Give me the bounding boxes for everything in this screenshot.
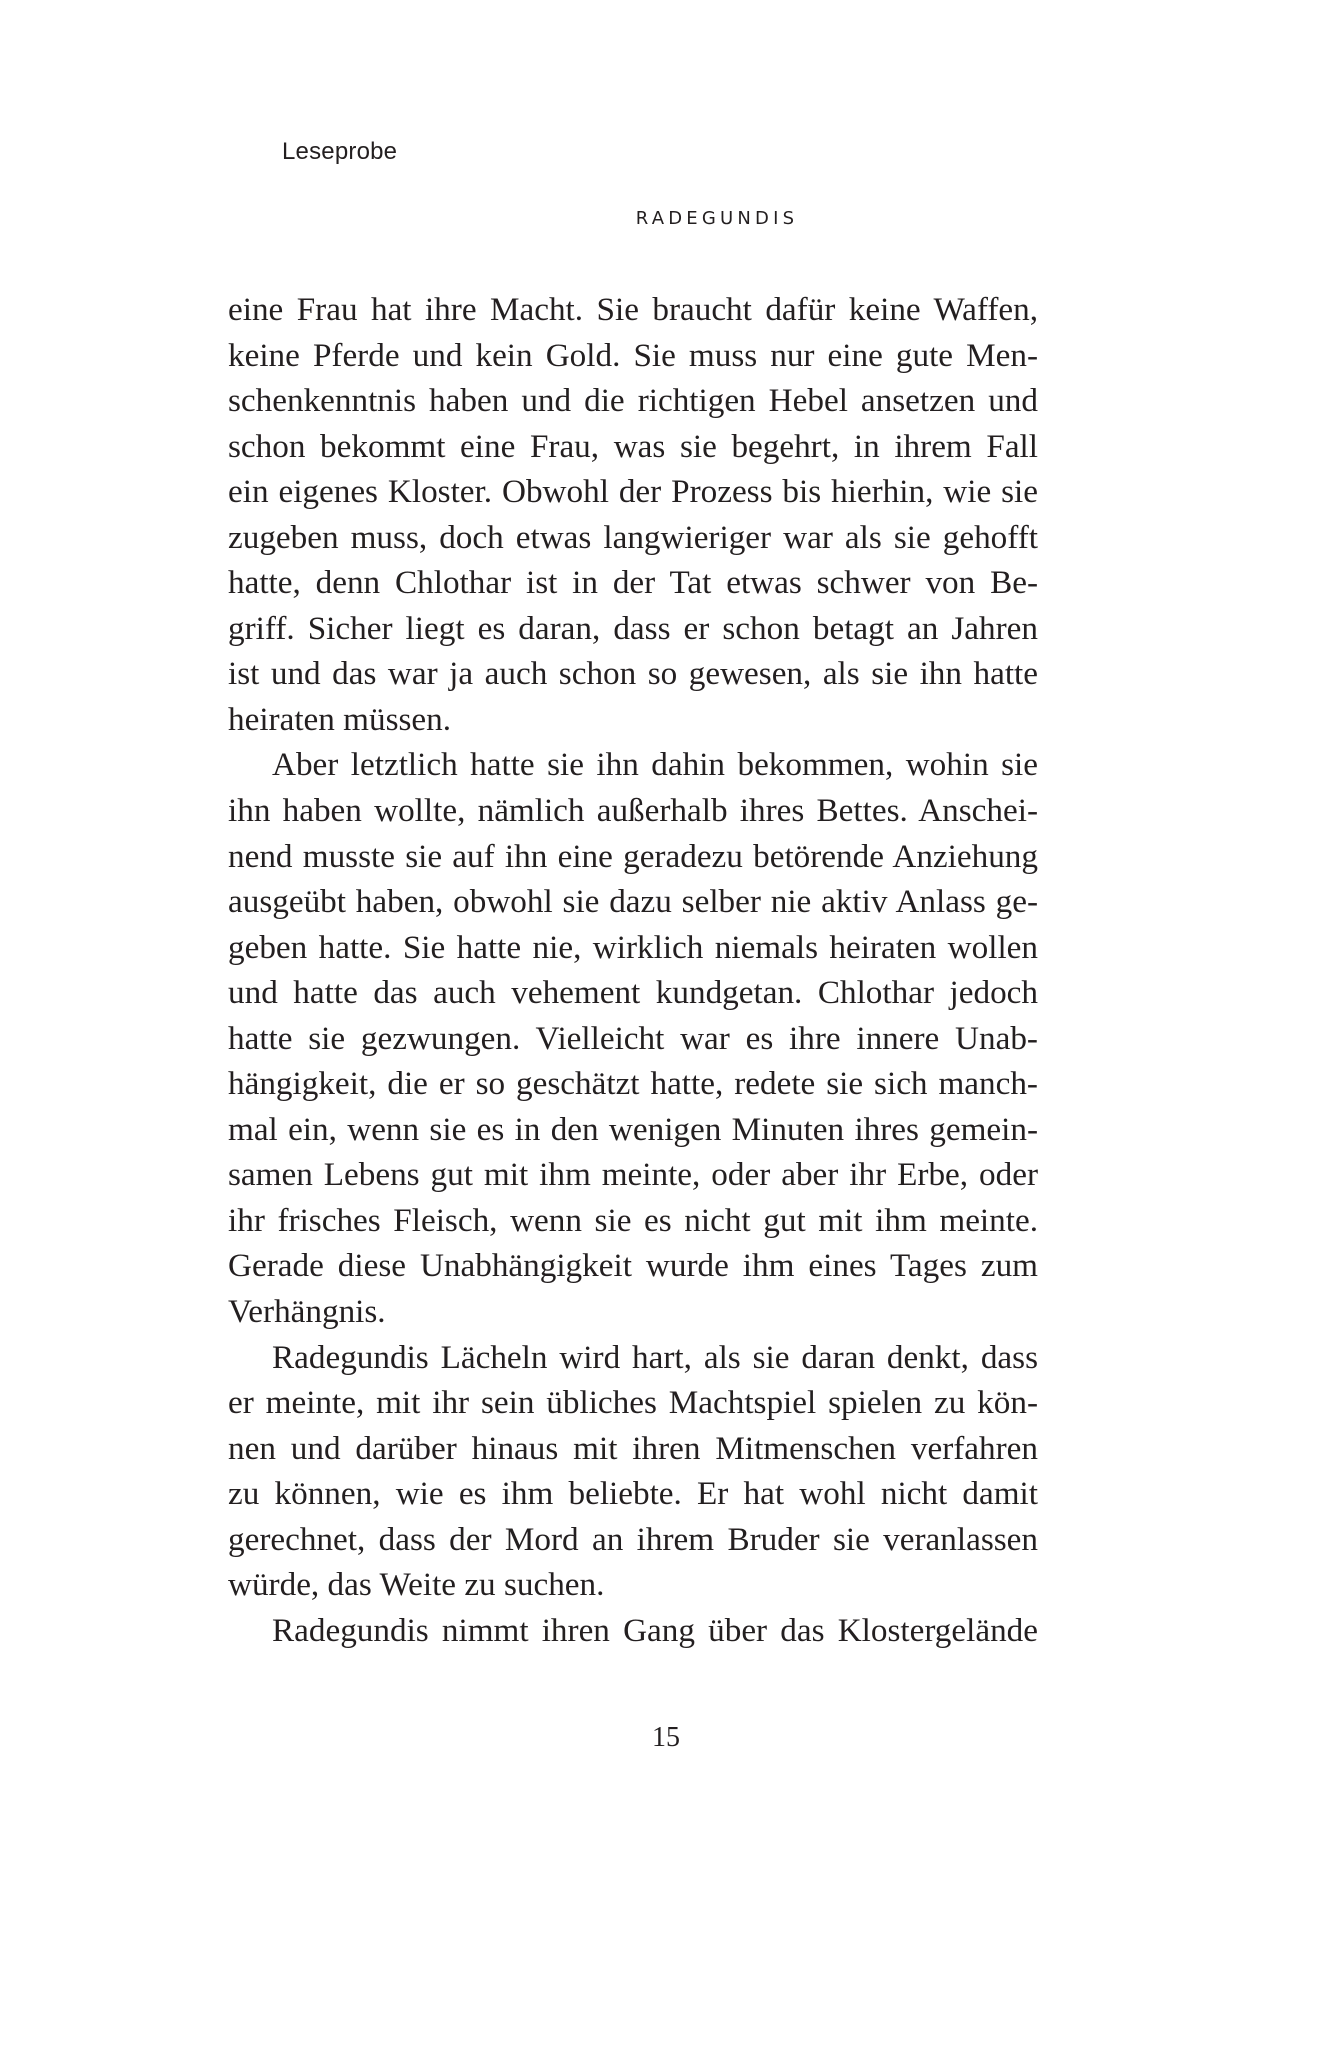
text-line: ein eigenes Kloster. Obwohl der Prozess bis hierhin, wie sie — [228, 473, 1038, 511]
text-line: hatte sie gezwungen. Vielleicht war es ihre innere Unab- — [228, 1019, 1038, 1057]
text-line: ihn haben wollte, nämlich außerhalb ihres Bettes. Anschei- — [228, 792, 1038, 830]
text-line: schenkenntnis haben und die richtigen Hebel ansetzen und — [228, 382, 1038, 420]
text-line: eine Frau hat ihre Macht. Sie braucht dafür keine Waffen, — [228, 291, 1038, 328]
text-line: ausgeübt haben, obwohl sie dazu selber nie aktiv Anlass ge- — [228, 883, 1038, 921]
body-text — [228, 287, 1038, 1653]
text-line: Verhängnis. — [228, 1293, 386, 1331]
text-line: Radegundis Lächeln wird hart, als sie daran denkt, dass — [272, 1338, 1038, 1376]
text-line: heiraten müssen. — [228, 700, 452, 738]
text-line: ihr frisches Fleisch, wenn sie es nicht gut mit ihm meinte. — [228, 1201, 1038, 1239]
text-line: Radegundis nimmt ihren Gang über das Klostergelände — [272, 1611, 1038, 1649]
text-line: griff. Sicher liegt es daran, dass er schon betagt an Jahren — [228, 609, 1038, 647]
text-line: Aber letztlich hatte sie ihn dahin bekommen, wohin sie — [272, 746, 1038, 784]
text-line: zugeben muss, doch etwas langwieriger war als sie gehofft — [228, 518, 1038, 556]
text-line: hängigkeit, die er so geschätzt hatte, redete sie sich manch- — [228, 1065, 1038, 1103]
text-line: gerechnet, dass der Mord an ihrem Bruder sie veranlassen — [228, 1520, 1038, 1558]
text-line: nen und darüber hinaus mit ihren Mitmenschen verfahren — [228, 1429, 1038, 1467]
running-head: RADEGUNDIS — [635, 208, 799, 229]
text-line: keine Pferde und kein Gold. Sie muss nur eine gute Men- — [228, 336, 1038, 374]
text-line: mal ein, wenn sie es in den wenigen Minuten ihres gemein- — [228, 1110, 1038, 1148]
text-line: Gerade diese Unabhängigkeit wurde ihm eines Tages zum — [228, 1247, 1038, 1285]
text-line: er meinte, mit ihr sein übliches Machtspiel spielen zu kön- — [228, 1384, 1038, 1422]
text-line: würde, das Weite zu suchen. — [228, 1566, 605, 1604]
page-number: 15 — [652, 1722, 680, 1753]
text-line: zu können, wie es ihm beliebte. Er hat wohl nicht damit — [228, 1475, 1038, 1513]
text-line: samen Lebens gut mit ihm meinte, oder aber ihr Erbe, oder — [228, 1156, 1038, 1194]
excerpt-label: Leseprobe — [282, 138, 398, 165]
text-line: nend musste sie auf ihn eine geradezu betörende Anziehung — [228, 837, 1038, 875]
text-line: geben hatte. Sie hatte nie, wirklich niemals heiraten wollen — [228, 928, 1038, 966]
text-line: ist und das war ja auch schon so gewesen, als sie ihn hatte — [228, 655, 1038, 693]
text-line: hatte, denn Chlothar ist in der Tat etwas schwer von Be- — [228, 564, 1038, 602]
text-line: schon bekommt eine Frau, was sie begehrt, in ihrem Fall — [228, 427, 1038, 465]
text-line: und hatte das auch vehement kundgetan. Chlothar jedoch — [228, 974, 1038, 1012]
